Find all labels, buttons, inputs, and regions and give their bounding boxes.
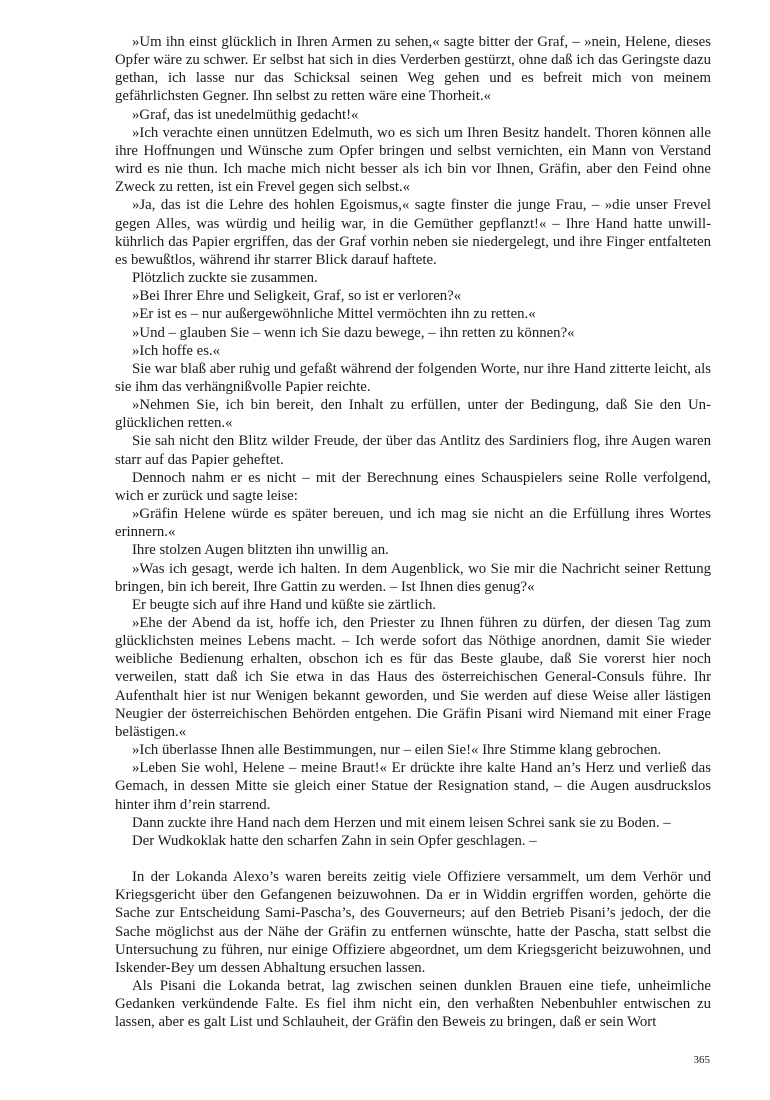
paragraph: In der Lokanda Alexo’s waren bereits zeitig viele Offiziere versammelt, um dem Verhör und Kriegsgericht über den Gefangenen beizuwohnen. Da er in Widdin ergriffen worden, gehörte die Sache zur Entscheidung Sami-Pascha’s, des Gouverneurs; auf den Betrieb Pisani’s jedoch, der die Sache möglichst aus der Nähe der Gräfin zu entfernen wünschte, hatte der Pascha, statt selbst die Untersuchung zu führen, nur einige Offiziere abgeordnet, um dem Kriegsgericht beizuwohnen, und Iskender-Bey um dessen Abhaltung ersuchen lassen. xyxy=(115,869,711,976)
paragraph: »Was ich gesagt, werde ich halten. In dem Augenblick, wo Sie mir die Nachricht seiner Rettung bringen, bin ich bereit, Ihre Gattin zu werden. – Ist Ihnen dies genug?« xyxy=(115,560,711,595)
paragraph: »Nehmen Sie, ich bin bereit, den Inhalt zu erfüllen, unter der Bedingung, daß Sie den Unglücklichen retten.« xyxy=(115,397,711,432)
paragraph: »Bei Ihrer Ehre und Seligkeit, Graf, so ist er verloren?« xyxy=(132,288,462,305)
paragraph: Dann zuckte ihre Hand nach dem Herzen und mit einem leisen Schrei sank sie zu Boden. – xyxy=(132,814,671,831)
page-number: 365 xyxy=(693,1054,710,1066)
paragraph: »Ich verachte einen unnützen Edelmuth, wo es sich um Ihren Besitz handelt. Thoren können alle ihre Hoffnungen und Wünsche zum Opfer bringen und selbst vernichten, ein Mann von Verstand wird es nie thun. Ich mache mich nicht besser als ich bin vor Ihnen, Gräfin, aber den Feind ohne Zweck zu retten, ist ein Frevel gegen sich selbst.« xyxy=(115,124,711,196)
paragraph: »Um ihn einst glücklich in Ihren Armen zu sehen,« sagte bitter der Graf, – »nein, Helene, dieses Opfer wäre zu schwer. Er selbst hat sich in dies Verderben gestürzt, ohne daß ich das Geringste dazu gethan, ich lasse nur das Schicksal seinen Weg gehen und es befreit mich von meinem gefährlichsten Gegner. Ihn selbst zu retten wäre eine Thorheit.« xyxy=(115,34,711,105)
paragraph: Er beugte sich auf ihre Hand und küßte sie zärtlich. xyxy=(132,596,437,613)
paragraph: Der Wudkoklak hatte den scharfen Zahn in sein Opfer geschlagen. – xyxy=(132,832,537,849)
section-break xyxy=(115,850,711,868)
page-text-block xyxy=(115,33,711,1031)
paragraph: »Ich überlasse Ihnen alle Bestimmungen, nur – eilen Sie!« Ihre Stimme klang gebrochen. xyxy=(132,742,662,759)
paragraph: »Ehe der Abend da ist, hoffe ich, den Priester zu Ihnen führen zu dürfen, der diesen Tag zum glücklichsten meines Lebens macht. – Ich werde sofort das Nöthige anordnen, damit Sie wieder weibliche Bedienung erhalten, obschon ich es für das Beste glaube, daß Sie vorerst hier noch verweilen, statt daß ich Sie etwa in das Haus des österreichischen General-Consuls führe. Ihr Aufenthalt hier ist nur Wenigen bekannt geworden, und Sie werden auf diese Weise aller lästigen Neugier der österreichischen Behörden entgehen. Die Gräfin Pisani wird Niemand mit einer Frage belästigen.« xyxy=(115,615,711,740)
paragraph: »Ich hoffe es.« xyxy=(132,342,221,359)
paragraph: Plötzlich zuckte sie zusammen. xyxy=(132,270,318,287)
paragraph: »Er ist es – nur außergewöhnliche Mittel vermöchten ihn zu retten.« xyxy=(132,306,536,323)
paragraph: »Leben Sie wohl, Helene – meine Braut!« Er drückte ihre kalte Hand an’s Herz und verließ das Gemach, in dessen Mitte sie gleich einer Statue der Resignation stand, – die Augen ausdruckslos hinter ihm d’rein starrend. xyxy=(115,760,711,813)
paragraph: Dennoch nahm er es nicht – mit der Berechnung eines Schauspielers seine Rolle verfolgend, wich er zurück und sagte leise: xyxy=(115,469,711,504)
paragraph: Sie war blaß aber ruhig und gefaßt während der folgenden Worte, nur ihre Hand zitterte leicht, als sie ihm das verhängnißvolle Papier reichte. xyxy=(115,360,711,395)
paragraph: Als Pisani die Lokanda betrat, lag zwischen seinen dunklen Brauen eine tiefe, unheimliche Gedanken verkündende Falte. Es fiel ihm nicht ein, den verhaßten Nebenbuhler entwischen zu lassen, aber es galt List und Schlauheit, der Gräfin den Beweis zu bringen, daß er sein Wort xyxy=(115,977,711,1031)
paragraph: Ihre stolzen Augen blitzten ihn unwillig an. xyxy=(132,542,389,559)
paragraph: »Graf, das ist unedelmüthig gedacht!« xyxy=(132,106,359,123)
paragraph: Sie sah nicht den Blitz wilder Freude, der über das Antlitz des Sardiniers flog, ihre Augen waren starr auf das Papier geheftet. xyxy=(115,433,711,468)
paragraph: »Ja, das ist die Lehre des hohlen Egoismus,« sagte finster die junge Frau, – »die unser Frevel gegen Alles, was würdig und heilig war, in die Gemüther gepflanzt!« – Ihre Hand hatte unwillkührlich das Papier ergriffen, das der Graf vorhin neben sie niedergelegt, und ihre Finger entfalteten es bewußtlos, während ihr starrer Blick darauf haftete. xyxy=(115,197,711,268)
paragraph: »Gräfin Helene würde es später bereuen, und ich mag sie nicht an die Erfüllung ihres Wortes erinnern.« xyxy=(115,506,711,541)
paragraph: »Und – glauben Sie – wenn ich Sie dazu bewege, – ihn retten zu können?« xyxy=(132,324,575,341)
